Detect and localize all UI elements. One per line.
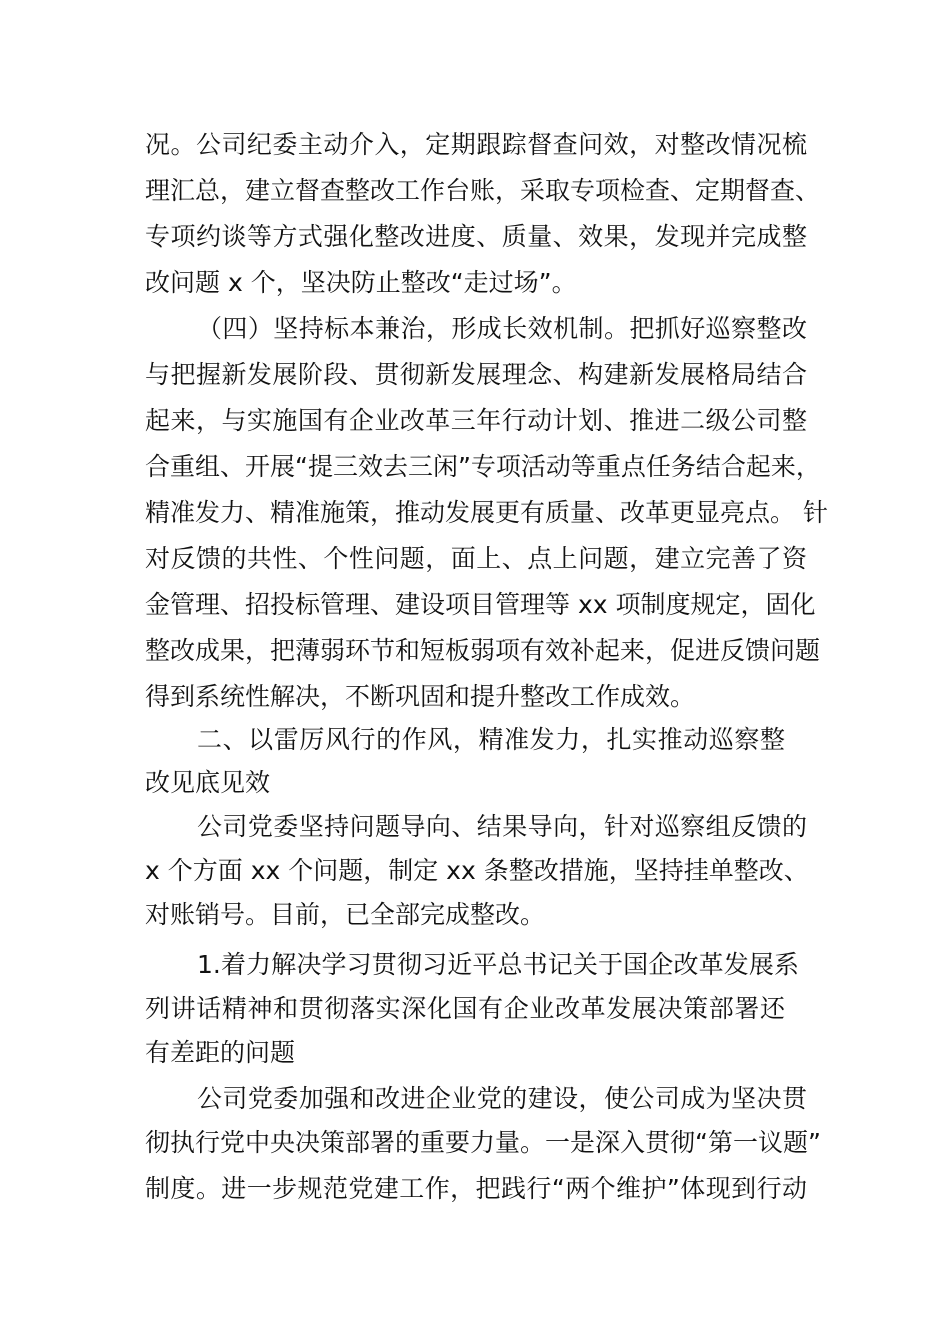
subheading-one: 1.着力解决学习贯彻习近平总书记关于国企改革发展系 xyxy=(197,950,799,979)
body-text-line: 专项约谈等方式强化整改进度、质量、效果，发现并完成整 xyxy=(145,222,807,251)
body-text-line: 起来，与实施国有企业改革三年行动计划、推进二级公司整 xyxy=(145,406,807,435)
body-text-line: 公司党委加强和改进企业党的建设，使公司成为坚决贯 xyxy=(197,1084,807,1113)
subheading-one-cont: 列讲话精神和贯彻落实深化国有企业改革发展决策部署还 xyxy=(145,994,785,1023)
body-text-line: 改问题 x 个，坚决防止整改“走过场”。 xyxy=(145,268,577,297)
body-text-line: 对账销号。目前，已全部完成整改。 xyxy=(145,900,546,929)
body-text-line: 对反馈的共性、个性问题，面上、点上问题，建立完善了资 xyxy=(145,544,807,573)
body-text-line: 精准发力、精准施策，推动发展更有质量、改革更显亮点。 针 xyxy=(145,498,828,527)
body-text-line: 况。公司纪委主动介入，定期跟踪督查问效，对整改情况梳 xyxy=(145,130,807,159)
section-heading-two: 二、以雷厉风行的作风，精准发力，扎实推动巡察整 xyxy=(197,725,785,754)
body-text-line: 得到系统性解决，不断巩固和提升整改工作成效。 xyxy=(145,682,696,711)
body-text-line: 整改成果，把薄弱环节和短板弱项有效补起来，促进反馈问题 xyxy=(145,636,821,665)
body-text-line: 与把握新发展阶段、贯彻新发展理念、构建新发展格局结合 xyxy=(145,360,807,389)
body-text-line: 理汇总，建立督查整改工作台账，采取专项检查、定期督查、 xyxy=(145,176,821,205)
body-text-line: x 个方面 xx 个问题，制定 xx 条整改措施，坚持挂单整改、 xyxy=(145,856,809,885)
body-text-line: 合重组、开展“提三效去三闲”专项活动等重点任务结合起来， xyxy=(145,452,821,481)
body-text-line: 制度。进一步规范党建工作，把践行“两个维护”体现到行动 xyxy=(145,1174,807,1203)
subheading-one-cont: 有差距的问题 xyxy=(145,1038,296,1067)
section-heading-four: （四）坚持标本兼治，形成长效机制。把抓好巡察整改 xyxy=(197,314,807,343)
body-text-line: 金管理、招投标管理、建设项目管理等 xx 项制度规定，固化 xyxy=(145,590,816,619)
section-heading-two-cont: 改见底见效 xyxy=(145,768,271,797)
body-text-line: 彻执行党中央决策部署的重要力量。一是深入贯彻“第一议题” xyxy=(145,1128,821,1157)
body-text-line: 公司党委坚持问题导向、结果导向，针对巡察组反馈的 xyxy=(197,812,807,841)
